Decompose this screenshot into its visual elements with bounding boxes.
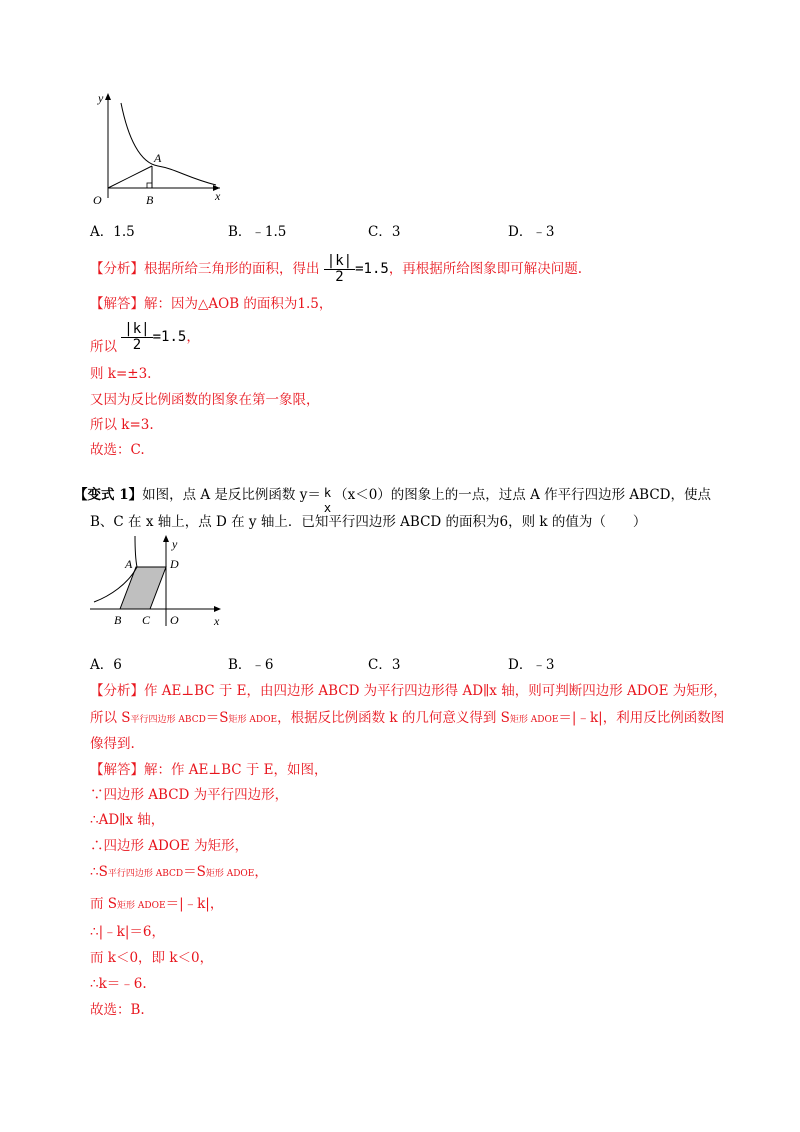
- analysis-label: 【分析】: [90, 261, 144, 277]
- v1-option-a: A．6: [90, 657, 122, 673]
- seg-c: ，根据反比例函数 k 的几何意义得到 S: [277, 710, 510, 726]
- option-c: C．3: [368, 224, 401, 240]
- v1-option-d: D．﹣3: [508, 657, 555, 673]
- fig2-label-y: y: [172, 537, 178, 551]
- frac-rhs: =1.5: [355, 261, 389, 277]
- q1-answer-line1: [90, 296, 332, 312]
- frac-den: 2: [132, 337, 142, 353]
- fig2-label-c: C: [142, 613, 151, 627]
- v1-answer-line9: ∴k＝﹣6.: [90, 976, 147, 992]
- v1-analysis-line2: [90, 710, 724, 728]
- figure-q1-hyperbola-triangle: [88, 88, 238, 208]
- option-b: B．﹣1.5: [228, 224, 287, 240]
- seg-a: ∴S: [90, 864, 108, 880]
- frac-rhs: =1.5: [152, 329, 187, 345]
- v1-stem-line1: [74, 486, 711, 516]
- option-a: A．1.5: [90, 224, 135, 240]
- seg-b: ＝S: [183, 864, 206, 880]
- analysis-text: 作 AE⊥BC 于 E，由四边形 ABCD 为平行四边形得 AD∥x 轴，则可判断四边形 ADOE 为矩形，: [144, 683, 727, 699]
- frac-k-over-2-second: [121, 322, 152, 353]
- seg-b: ＝|﹣k|，: [165, 896, 224, 912]
- frac-num: k: [323, 486, 332, 500]
- fig2-label-o: O: [170, 613, 179, 627]
- figure-v1-parallelogram: [88, 534, 228, 630]
- answer-text: 解：因为△AOB 的面积为1.5，: [144, 296, 333, 312]
- v1-answer-line4: ∴四边形 ADOE 为矩形，: [90, 838, 249, 854]
- frac-den: 2: [335, 269, 344, 285]
- v1-label: 【变式 1】: [74, 487, 143, 503]
- seg-a: 而 S: [90, 896, 118, 912]
- analysis-text-before: 根据所给三角形的面积，得出: [144, 261, 320, 277]
- v1-analysis-line3: 像得到.: [90, 736, 135, 752]
- v1-answer-line2: ∵四边形 ABCD 为平行四边形，: [90, 787, 289, 803]
- sub3: 矩形 ADOE: [509, 715, 559, 725]
- seg-a: 所以 S: [90, 710, 131, 726]
- fig1-label-a: A: [154, 151, 162, 165]
- fig2-label-d: D: [170, 557, 179, 571]
- v1-option-b: B．﹣6: [228, 657, 274, 673]
- v1-option-c: C．3: [368, 657, 401, 673]
- v1-stem-part2: （x＜0）的图象上的一点，过点 A 作平行四边形 ABCD，使点: [334, 487, 711, 503]
- frac-k-over-2: [324, 254, 355, 285]
- v1-answer-line7: ∴|﹣k|＝6，: [90, 924, 165, 940]
- v1-answer-line1: [90, 762, 328, 778]
- answer-line2-suffix: ，: [186, 329, 200, 345]
- v1-answer-line6: [90, 896, 223, 914]
- fig2-label-x: x: [214, 614, 220, 628]
- q1-answer-line2: [90, 322, 200, 355]
- v1-analysis-line1: [90, 683, 727, 699]
- v1-answer-line8: 而 k＜0，即 k＜0，: [90, 950, 214, 966]
- answer-label: 【解答】: [90, 762, 144, 778]
- v1-answer-line3: ∴AD∥x 轴，: [90, 812, 165, 828]
- frac-k-over-x: [321, 486, 334, 516]
- fig2-label-a: A: [125, 557, 133, 571]
- sub1: 平行四边形 ABCD: [130, 715, 206, 725]
- frac-num: |k|: [324, 254, 355, 270]
- v1-answer-line10: 故选：B.: [90, 1002, 145, 1018]
- answer-line2-prefix: 所以: [90, 339, 117, 355]
- frac-den: x: [323, 501, 332, 515]
- answer-text: 解：作 AE⊥BC 于 E，如图，: [144, 762, 328, 778]
- q1-answer-line3: 则 k=±3.: [90, 366, 152, 382]
- analysis-label: 【分析】: [90, 683, 144, 699]
- sub2: 矩形 ADOE: [205, 869, 255, 879]
- v1-stem-part1: 如图，点 A 是反比例函数 y＝: [142, 487, 321, 503]
- option-d: D．﹣3: [508, 224, 555, 240]
- q1-answer-line6: 故选：C.: [90, 442, 145, 458]
- sub1: 平行四边形 ABCD: [107, 869, 184, 879]
- fig1-label-b: B: [146, 193, 154, 207]
- q1-analysis: [90, 254, 582, 285]
- fig1-label-x: x: [215, 189, 221, 203]
- analysis-text-after: ，再根据所给图象即可解决问题.: [388, 261, 583, 277]
- sub: 矩形 ADOE: [117, 901, 166, 911]
- fig1-label-o: O: [93, 193, 102, 207]
- fig2-label-b: B: [114, 613, 122, 627]
- fig1-label-y: y: [98, 91, 104, 105]
- seg-b: ＝S: [205, 710, 229, 726]
- v1-answer-line5: [90, 864, 268, 882]
- q1-answer-line4: 又因为反比例函数的图象在第一象限，: [90, 392, 320, 408]
- answer-label: 【解答】: [90, 296, 144, 312]
- frac-num: |k|: [121, 322, 152, 338]
- sub2: 矩形 ADOE: [228, 715, 278, 725]
- seg-d: ＝|﹣k|，利用反比例函数图: [558, 710, 725, 726]
- v1-stem-line2: B、C 在 x 轴上，点 D 在 y 轴上．已知平行四边形 ABCD 的面积为6，则 k 的值为（ ）: [90, 514, 647, 530]
- seg-c: ，: [254, 864, 268, 880]
- q1-answer-line5: 所以 k=3.: [90, 417, 154, 433]
